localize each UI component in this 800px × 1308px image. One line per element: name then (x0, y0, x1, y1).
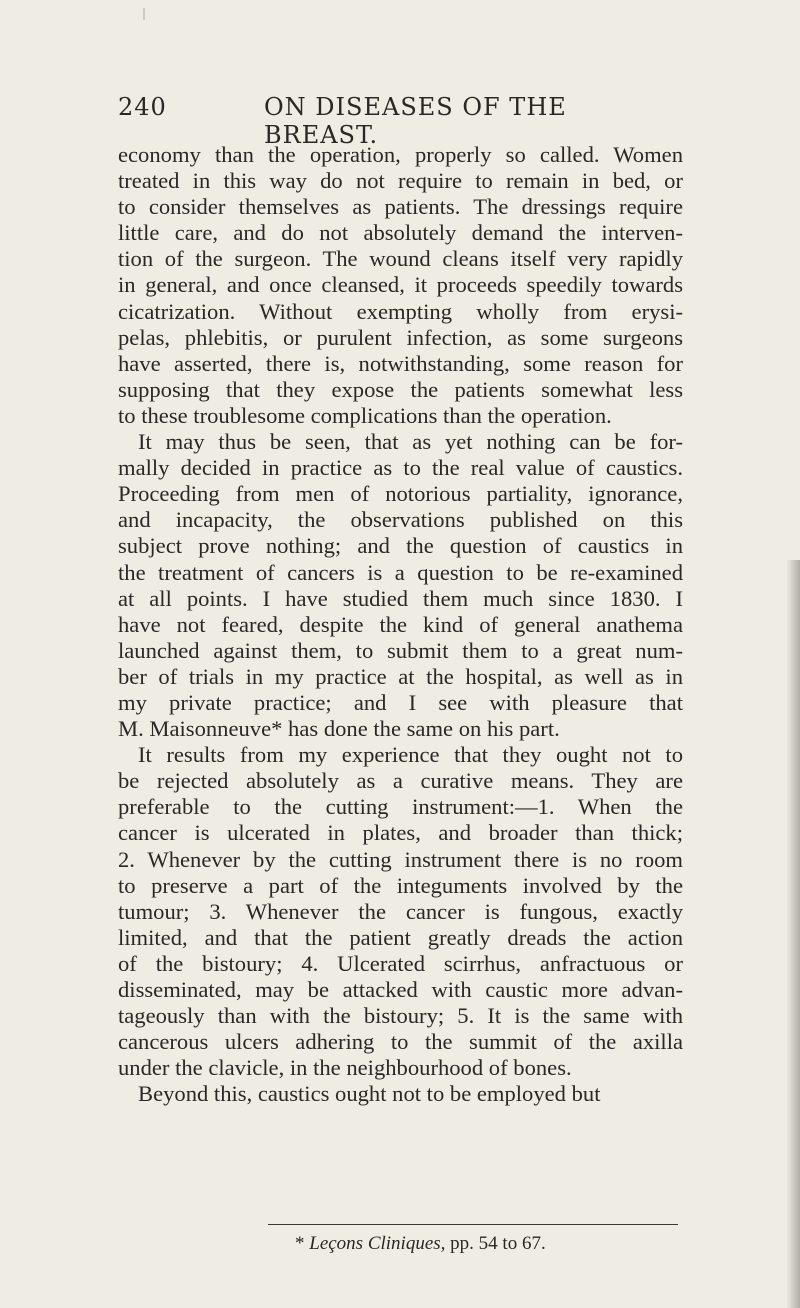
body-line: at all points. I have studied them much since 1830. I (118, 585, 683, 611)
footnote (295, 1233, 546, 1255)
body-line: 2. Whenever by the cutting instrument there is no room (118, 846, 683, 872)
footnote-marker: * (295, 1233, 305, 1254)
body-line: my private practice; and I see with pleasure that (118, 689, 683, 715)
body-line: It results from my experience that they ought not to (138, 742, 683, 768)
body-line: Beyond this, caustics ought not to be employed but (138, 1081, 601, 1107)
body-line: under the clavicle, in the neighbourhood of bones. (118, 1055, 572, 1081)
body-line: preferable to the cutting instrument:—1. When the (118, 794, 683, 820)
body-line: have not feared, despite the kind of general anathema (118, 611, 683, 637)
page-edge-shadow (786, 560, 800, 1308)
page-number: 240 (118, 93, 167, 121)
footnote-pages: pp. 54 to 67. (450, 1233, 546, 1254)
page-speck (143, 8, 145, 20)
body-line: limited, and that the patient greatly dreads the action (118, 924, 683, 950)
body-line: cancerous ulcers adhering to the summit of the axilla (118, 1029, 683, 1055)
body-line: to preserve a part of the integuments involved by the (118, 872, 683, 898)
body-line: Proceeding from men of notorious partiality, ignorance, (118, 481, 683, 507)
body-line: cicatrization. Without exempting wholly from erysi- (118, 298, 683, 324)
body-line: tumour; 3. Whenever the cancer is fungous, exactly (118, 898, 683, 924)
body-line: subject prove nothing; and the question of caustics in (118, 533, 683, 559)
body-line: the treatment of cancers is a question to be re-examined (118, 559, 683, 585)
body-line: tion of the surgeon. The wound cleans itself very rapidly (118, 246, 683, 272)
body-line: mally decided in practice as to the real value of caustics. (118, 455, 683, 481)
running-title: ON DISEASES OF THE BREAST. (264, 93, 567, 149)
footnote-title: Leçons Cliniques, (309, 1233, 446, 1254)
body-line: supposing that they expose the patients somewhat less (118, 376, 683, 402)
running-header (118, 93, 678, 149)
body-line: and incapacity, the observations published on this (118, 507, 683, 533)
body-line: treated in this way do not require to remain in bed, or (118, 168, 683, 194)
body-line: cancer is ulcerated in plates, and broader than thick; (118, 820, 683, 846)
body-line: disseminated, may be attacked with caustic more advan- (118, 977, 683, 1002)
body-line: It may thus be seen, that as yet nothing can be for- (138, 429, 683, 455)
body-line: tageously than with the bistoury; 5. It is the same with (118, 1003, 683, 1029)
body-text (118, 142, 683, 1107)
body-line: pelas, phlebitis, or purulent infection, as some surgeons (118, 324, 683, 350)
body-line: launched against them, to submit them to a great num- (118, 637, 683, 663)
body-line: ber of trials in my practice at the hospital, as well as in (118, 663, 683, 689)
body-line: economy than the operation, properly so called. Women (118, 142, 683, 167)
body-line: of the bistoury; 4. Ulcerated scirrhus, anfractuous or (118, 950, 683, 976)
body-line: M. Maisonneuve* has done the same on his part. (118, 716, 560, 742)
footnote-rule (268, 1224, 678, 1225)
body-line: have asserted, there is, notwithstanding, some reason for (118, 350, 683, 376)
body-line: little care, and do not absolutely demand the interven- (118, 220, 683, 246)
body-line: to these troublesome complications than the operation. (118, 402, 612, 428)
body-line: in general, and once cleansed, it proceeds speedily towards (118, 272, 683, 298)
body-line: to consider themselves as patients. The dressings require (118, 194, 683, 220)
body-line: be rejected absolutely as a curative means. They are (118, 768, 683, 794)
